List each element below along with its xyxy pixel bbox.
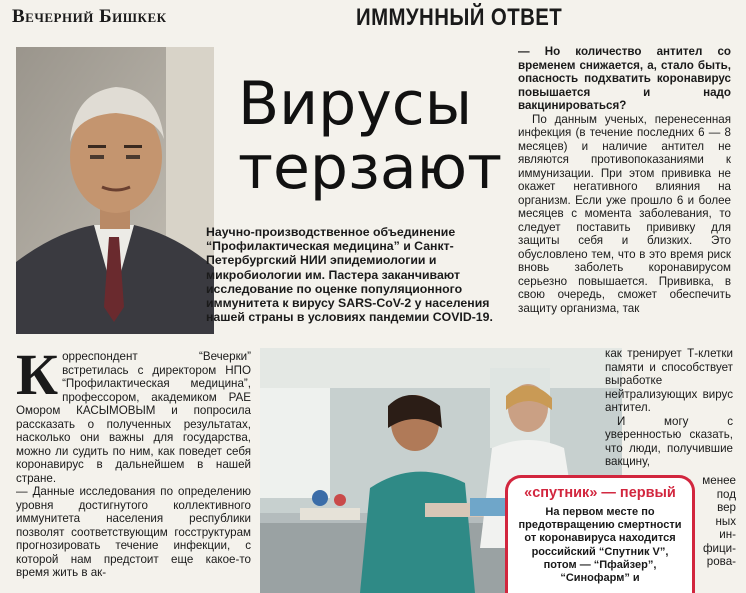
tail-line: фици- — [703, 541, 736, 555]
lead-paragraph: Научно-производственное объединение “Профилактическая медицина” и Санкт-Петербургский НИИ эпидемиологии и микробиологии им. Пастера заканчивают исследование по оценке популяционного иммунитета к вирусу SARS-CoV-2 у населения нашей страны в условиях пандемии COVID-19. — [206, 225, 493, 325]
wrap-column — [605, 347, 733, 469]
intro-paragraph: орреспондент “Вечерки” встретилась с директором НПО “Профилактическая медицина”, профессором, академиком РАЕ Омором КАСЫМОВЫМ и попросила рассказать о полученных результатах, насколько они важны для государства, можно ли судить по ним, как поведет себя коронавирус в дальнейшем в нашей стране. — [16, 350, 251, 485]
tail-line: менее — [702, 474, 736, 487]
masthead: Вечерний Бишкек — [12, 6, 167, 27]
portrait-photo — [16, 47, 214, 334]
tail-column — [700, 474, 736, 569]
left-column — [16, 342, 251, 580]
answer-paragraph: — Данные исследования по определению уровня достигнутого коллективного иммунитета населения республики позволят соответствующим госструктурам прогнозировать течение инфекции, с которой нам предстоит еще какое-то время жить в ак- — [16, 485, 251, 579]
wrap-paragraph-1: как тренирует Т-клетки памяти и способствует выработке нейтрализующих вирус антител. — [605, 347, 733, 414]
headline-line-1: Вирусы — [238, 69, 473, 139]
interview-answer: По данным ученых, перенесенная инфекция (в течение последних 6 — 8 месяцев) и наличие антител не являются противопоказаниями к иммунизации. При этом прививка не окажет негативного влияния на организм. Если уже прошло 6 и более месяцев с момента заболевания, то следует поставить прививку для защиты себя и близких. Это обусловлено тем, что в это время риск вновь заболеть коронавирусом серьезно повышается. Прививка, в свою очередь, сможет обеспечить защиту организма, так — [518, 112, 731, 315]
portrait-illustration — [16, 47, 214, 334]
rubric-title: ИММУННЫЙ ОТВЕТ — [356, 4, 563, 31]
callout-box — [505, 475, 695, 593]
headline — [238, 69, 508, 203]
tail-line: вер — [717, 501, 736, 514]
tail-line: под — [716, 487, 736, 501]
tail-line: рова- — [706, 555, 736, 568]
wrap-paragraph-2: И могу с уверенностью сказать, что люди, получившие вакцину, — [605, 414, 733, 468]
interview-question: — Но количество антител со временем снижается, а, стало быть, опасность подхватить коронавирус повышается и надо вакцинироваться? — [518, 45, 731, 112]
callout-title: «спутник» — первый — [524, 485, 676, 501]
drop-cap: К — [16, 342, 59, 407]
tail-line: ных — [715, 514, 736, 528]
headline-line-2: терзают — [238, 133, 503, 203]
right-column — [518, 45, 731, 315]
tail-line: ин- — [719, 528, 736, 541]
callout-text: На первом месте по предотвращению смертности от коронавируса находится российский “Спутник V”, потом — “Пфайзер”, “Синофарм” и — [518, 506, 682, 585]
